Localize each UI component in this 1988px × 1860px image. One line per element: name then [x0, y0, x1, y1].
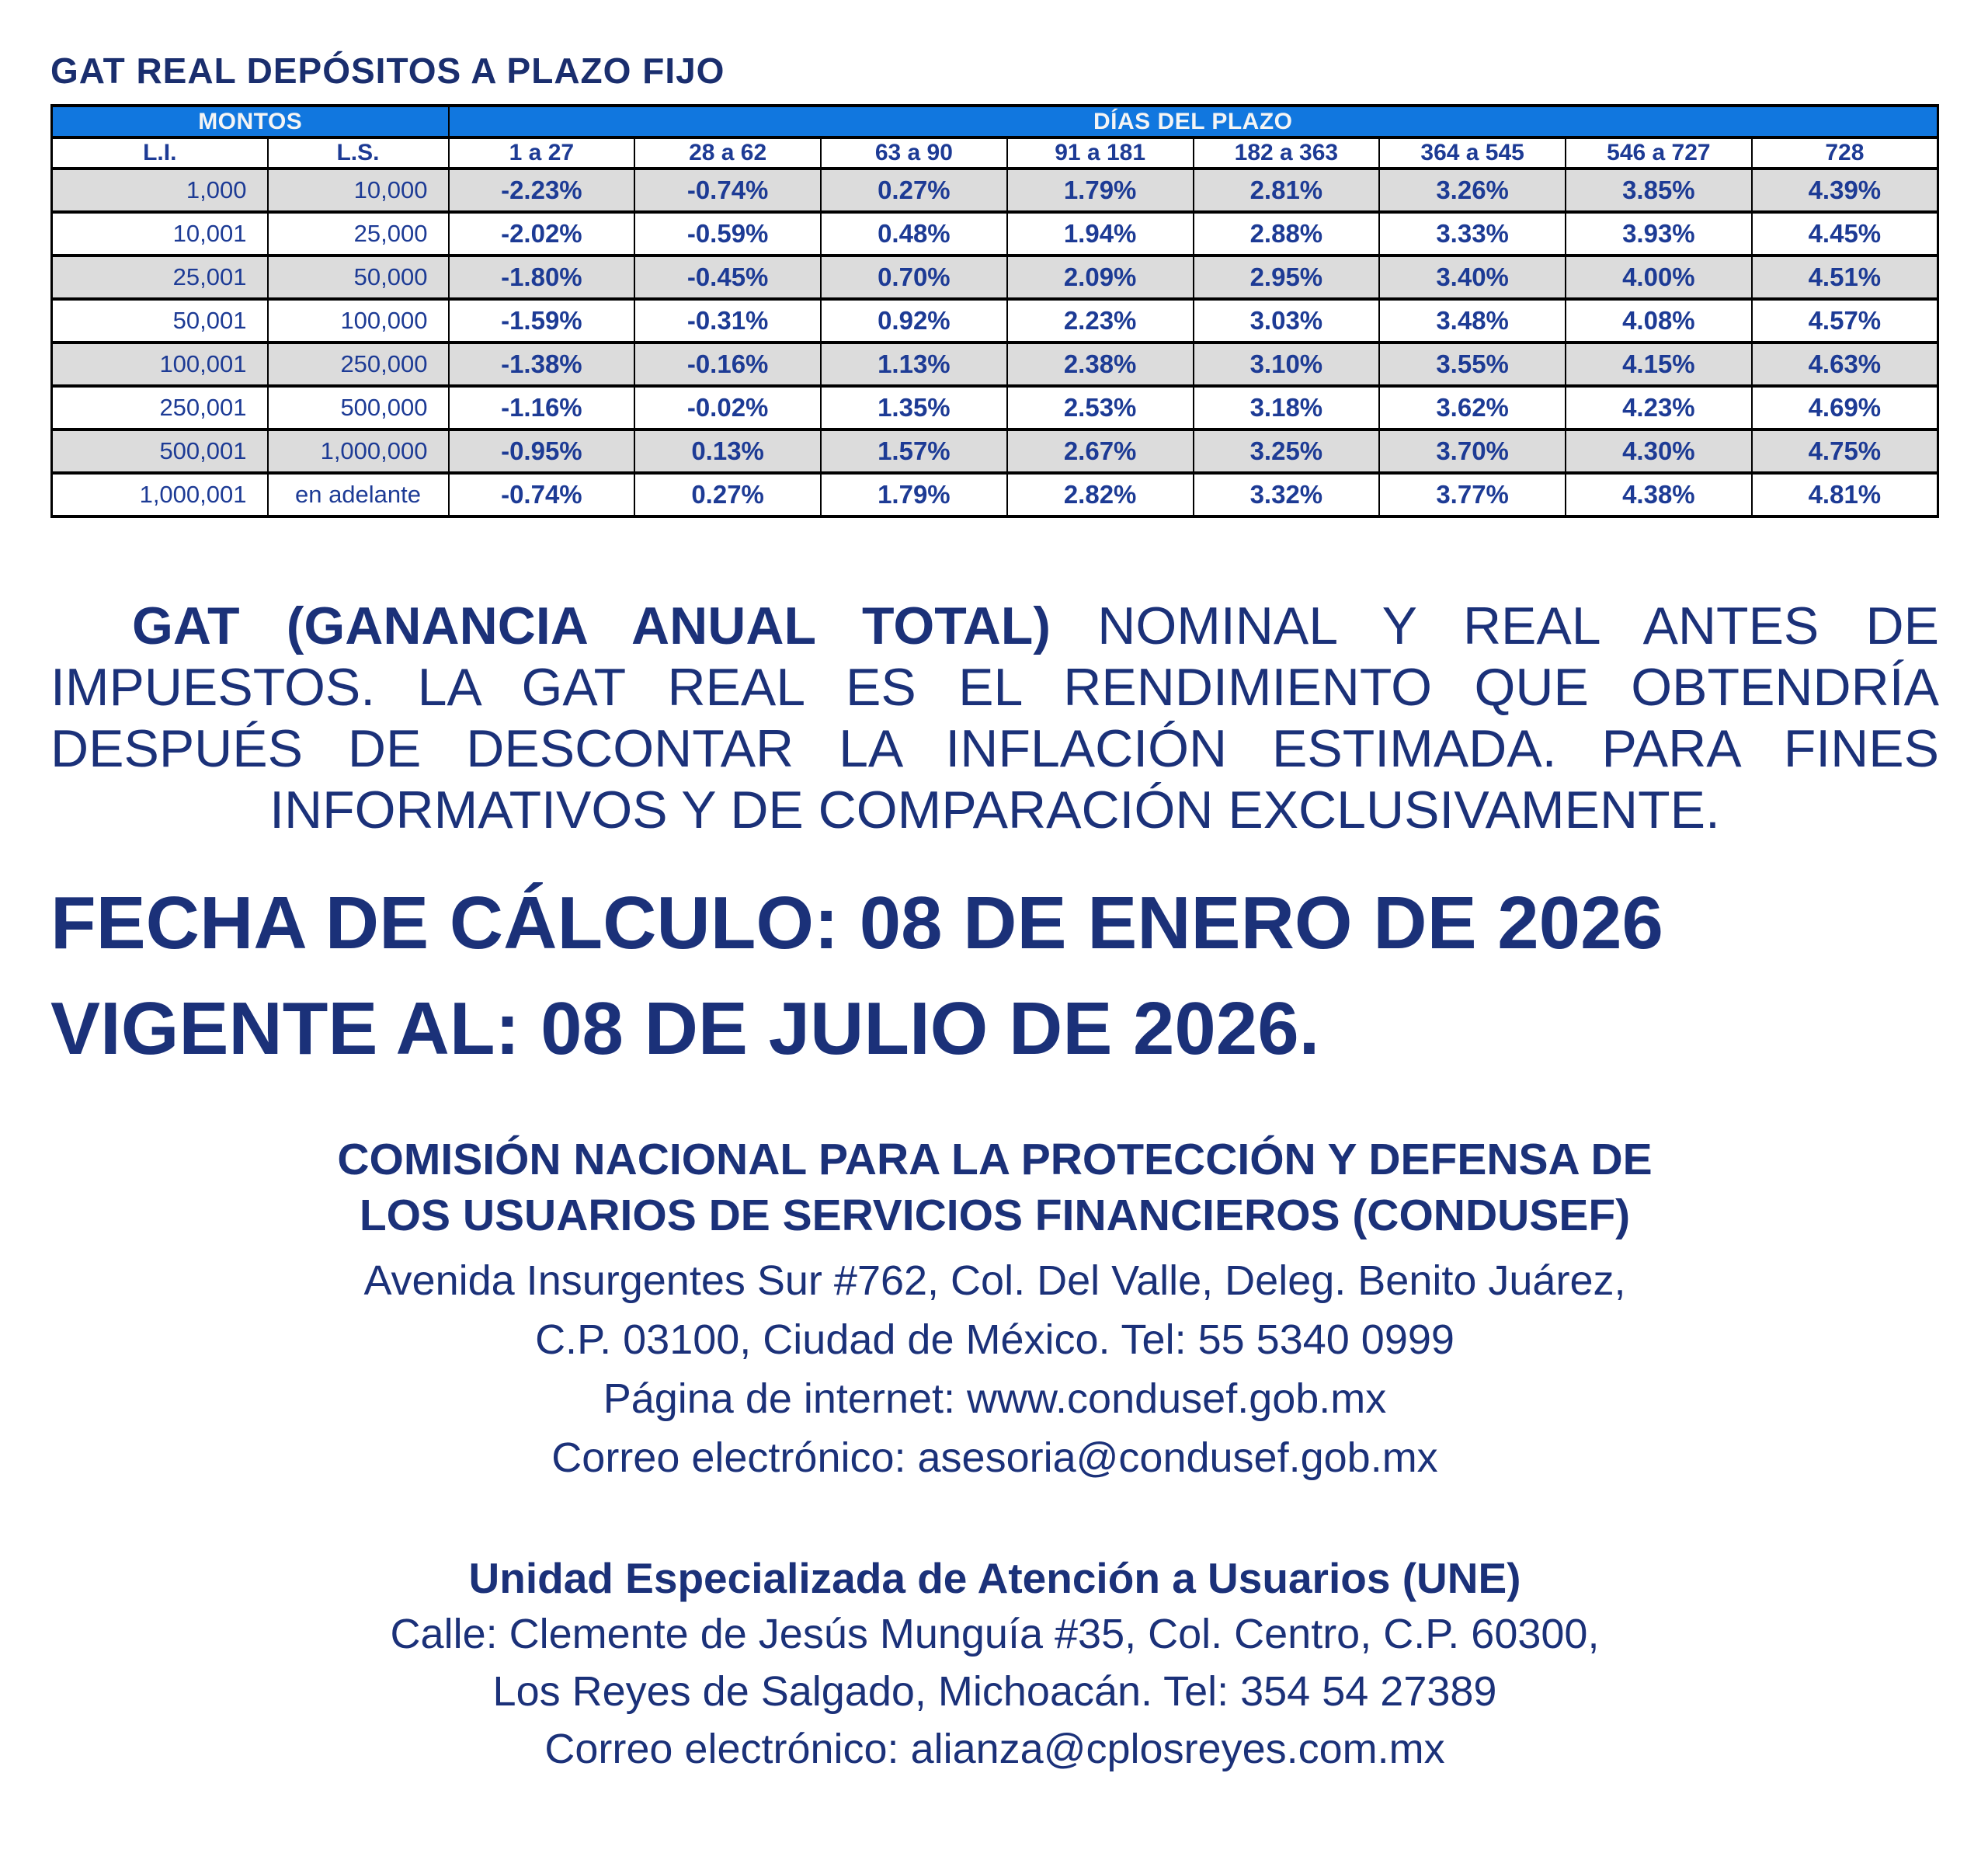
amount-lower-cell: 25,001	[52, 256, 268, 299]
rate-cell: 0.92%	[821, 299, 1007, 342]
rate-cell: 3.18%	[1194, 386, 1380, 429]
rate-cell: -1.59%	[449, 299, 635, 342]
rate-cell: 3.55%	[1379, 342, 1566, 386]
rate-cell: 2.88%	[1194, 212, 1380, 256]
table-row	[52, 429, 1938, 473]
rate-cell: 3.40%	[1379, 256, 1566, 299]
amount-lower-cell: 50,001	[52, 299, 268, 342]
table-row	[52, 299, 1938, 342]
rate-cell: 2.38%	[1007, 342, 1194, 386]
gat-disclaimer	[50, 596, 1939, 841]
une-address-line-1: Calle: Clemente de Jesús Munguía #35, Col. Centro, C.P. 60300,	[390, 1611, 1600, 1657]
table-row	[52, 256, 1938, 299]
rate-cell: -2.02%	[449, 212, 635, 256]
rate-cell: -0.74%	[449, 473, 635, 516]
rate-cell: 2.23%	[1007, 299, 1194, 342]
amount-lower-cell: 1,000	[52, 169, 268, 212]
condusef-address-line-2: C.P. 03100, Ciudad de México. Tel: 55 5340 0999	[535, 1316, 1455, 1363]
column-header-182a363: 182 a 363	[1194, 137, 1380, 169]
amount-upper-cell: 500,000	[268, 386, 449, 429]
column-header-364a545: 364 a 545	[1379, 137, 1566, 169]
amount-upper-cell: 25,000	[268, 212, 449, 256]
rate-cell: 1.79%	[1007, 169, 1194, 212]
rate-cell: 0.27%	[821, 169, 1007, 212]
rate-cell: -0.95%	[449, 429, 635, 473]
disclaimer-line-3: DESPUÉS DE DESCONTAR LA INFLACIÓN ESTIMADA. PARA FINES	[50, 719, 1939, 778]
rate-cell: -1.38%	[449, 342, 635, 386]
disclaimer-line-1	[50, 596, 1939, 657]
amount-upper-cell: 1,000,000	[268, 429, 449, 473]
rate-cell: 4.38%	[1566, 473, 1752, 516]
rate-cell: 4.75%	[1752, 429, 1938, 473]
rate-cell: 4.39%	[1752, 169, 1938, 212]
rate-cell: 2.67%	[1007, 429, 1194, 473]
amount-lower-cell: 1,000,001	[52, 473, 268, 516]
rate-cell: -0.59%	[634, 212, 821, 256]
rate-cell: 4.57%	[1752, 299, 1938, 342]
rate-cell: 0.70%	[821, 256, 1007, 299]
rate-cell: 1.79%	[821, 473, 1007, 516]
rate-cell: 0.27%	[634, 473, 821, 516]
table-row	[52, 212, 1938, 256]
rate-cell: 4.69%	[1752, 386, 1938, 429]
rate-cell: 4.15%	[1566, 342, 1752, 386]
amount-upper-cell: 250,000	[268, 342, 449, 386]
rate-cell: 1.13%	[821, 342, 1007, 386]
amount-upper-cell: 100,000	[268, 299, 449, 342]
rate-cell: 2.53%	[1007, 386, 1194, 429]
amount-upper-cell: 10,000	[268, 169, 449, 212]
rate-cell: 2.09%	[1007, 256, 1194, 299]
une-name: Unidad Especializada de Atención a Usuarios (UNE)	[468, 1554, 1521, 1602]
rate-cell: 4.63%	[1752, 342, 1938, 386]
rate-cell: 1.35%	[821, 386, 1007, 429]
rate-cell: 0.48%	[821, 212, 1007, 256]
rate-cell: 3.62%	[1379, 386, 1566, 429]
disclaimer-line-1-rest: NOMINAL Y REAL ANTES DE	[1051, 596, 1939, 655]
calculation-date-heading: FECHA DE CÁLCULO: 08 DE ENERO DE 2026	[50, 881, 1663, 965]
column-header-28a62: 28 a 62	[634, 137, 821, 169]
rate-cell: 3.32%	[1194, 473, 1380, 516]
rate-cell: 0.13%	[634, 429, 821, 473]
table-row	[52, 386, 1938, 429]
table-columns-row	[52, 137, 1938, 169]
column-header-546a727: 546 a 727	[1566, 137, 1752, 169]
column-header-91a181: 91 a 181	[1007, 137, 1194, 169]
rate-cell: -1.16%	[449, 386, 635, 429]
amount-lower-cell: 250,001	[52, 386, 268, 429]
rate-cell: 3.77%	[1379, 473, 1566, 516]
disclaimer-line-4: INFORMATIVOS Y DE COMPARACIÓN EXCLUSIVAMENTE.	[269, 781, 1720, 840]
rate-cell: -0.45%	[634, 256, 821, 299]
rate-cell: 4.45%	[1752, 212, 1938, 256]
dias-del-plazo-header-cell: DÍAS DEL PLAZO	[449, 106, 1938, 137]
rate-table-body	[52, 169, 1938, 516]
column-header-li: L.I.	[52, 137, 268, 169]
montos-header-cell: MONTOS	[52, 106, 449, 137]
rate-cell: 3.10%	[1194, 342, 1380, 386]
rate-cell: 1.57%	[821, 429, 1007, 473]
rate-cell: 4.23%	[1566, 386, 1752, 429]
condusef-email-line: Correo electrónico: asesoria@condusef.gob.mx	[551, 1434, 1438, 1481]
valid-until-heading: VIGENTE AL: 08 DE JULIO DE 2026.	[50, 987, 1320, 1070]
amount-upper-cell: 50,000	[268, 256, 449, 299]
column-header-1a27: 1 a 27	[449, 137, 635, 169]
page-title: GAT REAL DEPÓSITOS A PLAZO FIJO	[50, 50, 725, 91]
rate-cell: -0.31%	[634, 299, 821, 342]
condusef-website-line: Página de internet: www.condusef.gob.mx	[603, 1375, 1387, 1422]
condusef-address-line-1: Avenida Insurgentes Sur #762, Col. Del Valle, Deleg. Benito Juárez,	[363, 1257, 1626, 1304]
rate-cell: 3.48%	[1379, 299, 1566, 342]
amount-lower-cell: 10,001	[52, 212, 268, 256]
rate-cell: -2.23%	[449, 169, 635, 212]
rate-cell: 3.70%	[1379, 429, 1566, 473]
amount-upper-cell: en adelante	[268, 473, 449, 516]
rate-cell: -0.74%	[634, 169, 821, 212]
rate-cell: 4.00%	[1566, 256, 1752, 299]
rate-cell: -0.02%	[634, 386, 821, 429]
amount-lower-cell: 100,001	[52, 342, 268, 386]
column-header-ls: L.S.	[268, 137, 449, 169]
condusef-name-line-2: LOS USUARIOS DE SERVICIOS FINANCIEROS (CONDUSEF)	[359, 1191, 1631, 1240]
column-header-63a90: 63 a 90	[821, 137, 1007, 169]
rate-cell: 4.51%	[1752, 256, 1938, 299]
une-email-line: Correo electrónico: alianza@cplosreyes.com.mx	[544, 1726, 1445, 1772]
disclaimer-lead: GAT (GANANCIA ANUAL TOTAL)	[132, 596, 1051, 655]
rate-cell: 2.81%	[1194, 169, 1380, 212]
table-header	[52, 106, 1938, 169]
rate-cell: 3.93%	[1566, 212, 1752, 256]
column-header-728: 728	[1752, 137, 1938, 169]
rate-cell: 3.85%	[1566, 169, 1752, 212]
une-address-line-2: Los Reyes de Salgado, Michoacán. Tel: 354 54 27389	[492, 1668, 1497, 1715]
rate-cell: 2.82%	[1007, 473, 1194, 516]
disclaimer-line-2: IMPUESTOS. LA GAT REAL ES EL RENDIMIENTO QUE OBTENDRÍA	[50, 658, 1939, 717]
rate-cell: 4.08%	[1566, 299, 1752, 342]
table-row	[52, 342, 1938, 386]
rate-cell: -0.16%	[634, 342, 821, 386]
table-row	[52, 473, 1938, 516]
condusef-name	[50, 1132, 1939, 1243]
table-row	[52, 169, 1938, 212]
rate-cell: -1.80%	[449, 256, 635, 299]
rate-cell: 3.03%	[1194, 299, 1380, 342]
rate-cell: 4.81%	[1752, 473, 1938, 516]
amount-lower-cell: 500,001	[52, 429, 268, 473]
condusef-name-line-1: COMISIÓN NACIONAL PARA LA PROTECCIÓN Y DEFENSA DE	[337, 1135, 1653, 1184]
rate-cell: 2.95%	[1194, 256, 1380, 299]
rate-cell: 4.30%	[1566, 429, 1752, 473]
rate-cell: 3.25%	[1194, 429, 1380, 473]
table-band-row	[52, 106, 1938, 137]
rate-cell: 3.33%	[1379, 212, 1566, 256]
gat-rate-table	[50, 104, 1939, 518]
rate-cell: 3.26%	[1379, 169, 1566, 212]
rate-cell: 1.94%	[1007, 212, 1194, 256]
